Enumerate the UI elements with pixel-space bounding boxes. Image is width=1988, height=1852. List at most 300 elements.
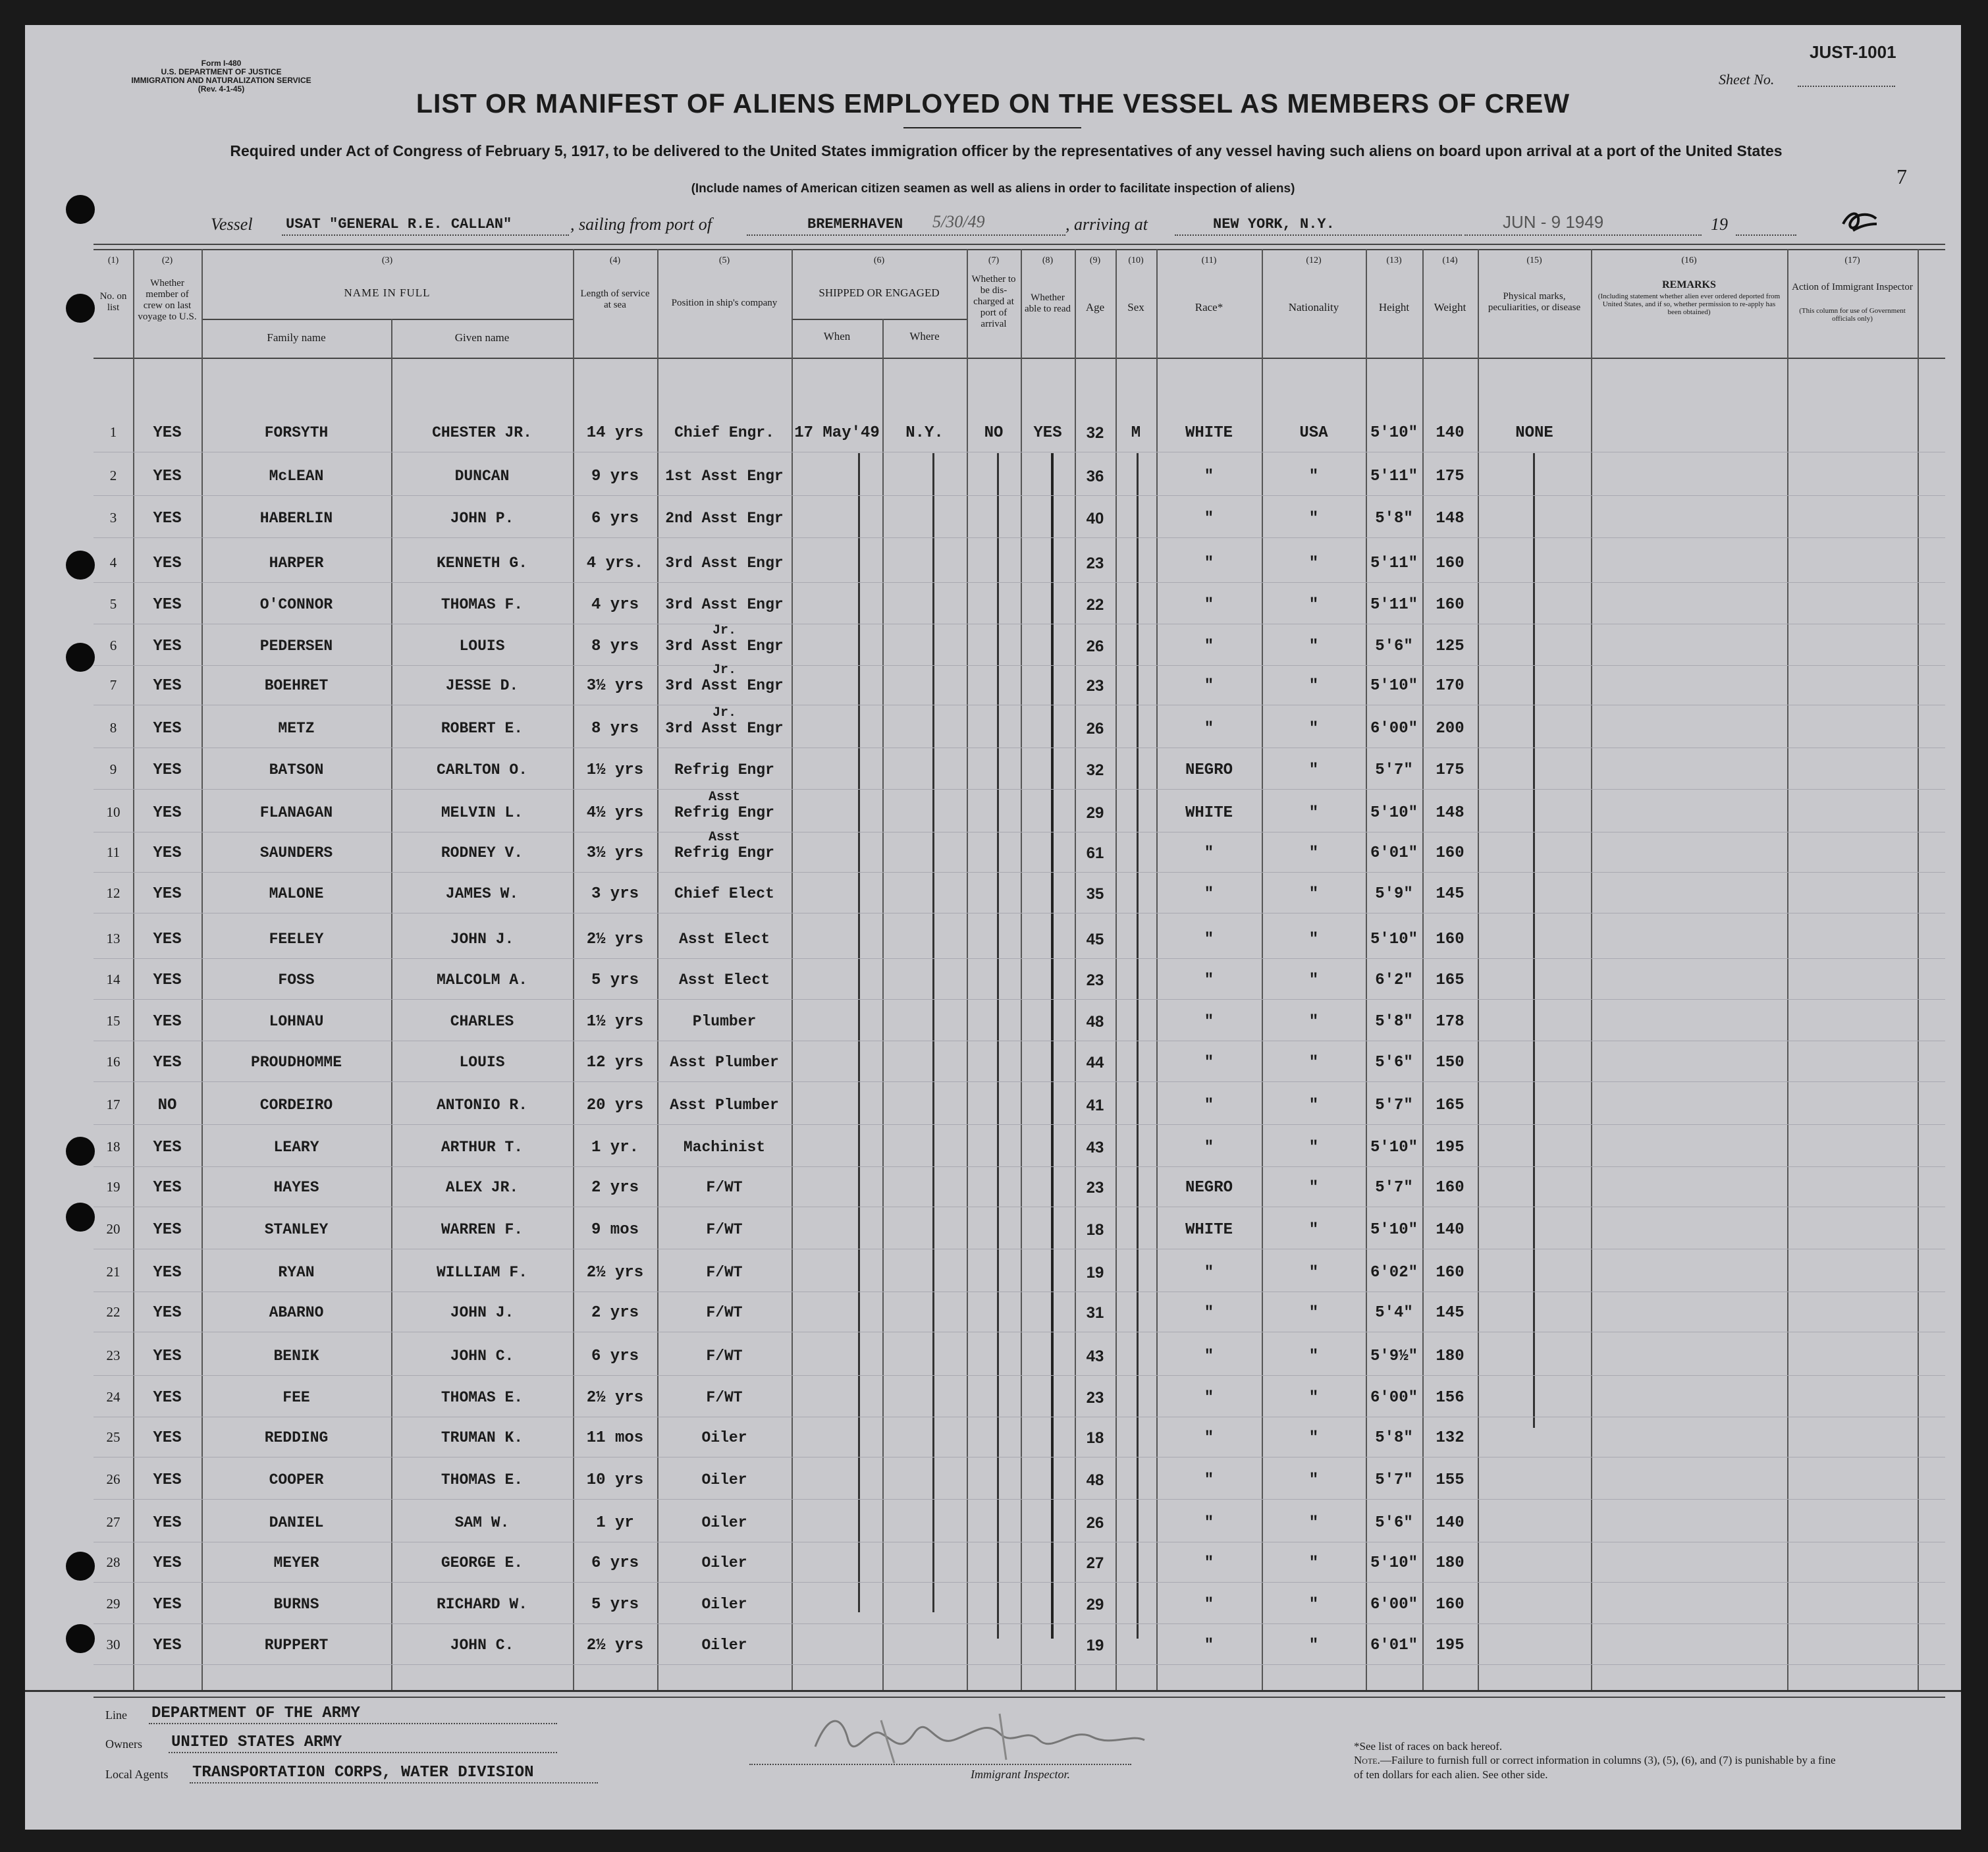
cell-family: BENIK (273, 1348, 319, 1365)
cell-family: LOHNAU (269, 1013, 324, 1030)
cell-member: YES (153, 1179, 182, 1197)
cell-member: YES (153, 1554, 182, 1572)
cell-service: 12 yrs (586, 1054, 644, 1072)
cell-position: Asst Elect (678, 931, 770, 948)
cell-service: 6 yrs (591, 1348, 639, 1365)
cell-given: GEORGE E. (441, 1554, 524, 1571)
page-title: LIST OR MANIFEST OF ALIENS EMPLOYED ON THE VESSEL AS MEMBERS OF CREW (416, 88, 1571, 119)
cell-no: 26 (106, 1471, 121, 1487)
cell-nationality: " (1308, 1429, 1319, 1447)
cell-race: " (1204, 468, 1214, 485)
cell-no: 15 (106, 1013, 121, 1029)
cell-no: 13 (106, 931, 121, 946)
agents-value: TRANSPORTATION CORPS, WATER DIVISION (192, 1764, 534, 1782)
cell-position-prefix: Jr. (712, 623, 736, 638)
cell-given: DUNCAN (454, 468, 510, 485)
cell-weight: 145 (1436, 1304, 1464, 1322)
row-rule (94, 999, 1945, 1000)
row-rule (94, 1375, 1945, 1376)
cell-position: 3rd Asst Engr (665, 720, 784, 737)
header-sex: Sex (1127, 301, 1144, 313)
cell-position: Oiler (701, 1554, 747, 1571)
cell-member: YES (153, 1139, 182, 1157)
header-family-name: Family name (267, 331, 326, 344)
cell-nationality: " (1308, 1013, 1319, 1031)
cell-age: 26 (1086, 1514, 1104, 1532)
header-able-to-read: Whether able to read (1025, 292, 1071, 314)
cell-weight: 148 (1436, 804, 1464, 822)
cell-race: " (1204, 844, 1214, 862)
sailing-line (747, 234, 1065, 236)
cell-position: Asst Elect (678, 971, 770, 989)
cell-member: YES (153, 677, 182, 695)
cell-family: BOEHRET (264, 677, 329, 694)
cell-race: WHITE (1185, 804, 1233, 822)
cell-given: ARTHUR T. (441, 1139, 524, 1156)
cell-race: " (1204, 1139, 1214, 1157)
cell-no: 18 (106, 1139, 121, 1155)
arriving-label: , arriving at (1065, 215, 1148, 234)
line-label: Line (105, 1708, 127, 1722)
col-num: (17) (1844, 256, 1860, 265)
ditto-line-sex (1137, 453, 1139, 1639)
cell-race: NEGRO (1185, 1179, 1233, 1197)
cell-age: 29 (1086, 1596, 1104, 1614)
cell-service: 2 yrs (591, 1304, 639, 1322)
row-rule (94, 789, 1945, 790)
cell-weight: 180 (1436, 1554, 1464, 1572)
col-num: (3) (381, 256, 393, 265)
cell-race: " (1204, 931, 1214, 948)
cell-member: YES (153, 720, 182, 738)
table-bottom-rule (25, 1690, 1961, 1692)
row-rule (94, 537, 1945, 538)
col-num: (14) (1442, 256, 1458, 265)
cell-service: 2 yrs (591, 1179, 639, 1197)
cell-family: FOSS (278, 971, 315, 989)
punch-hole (66, 643, 95, 672)
cell-no: 10 (106, 804, 121, 820)
cell-member: YES (153, 1471, 182, 1489)
cell-position: F/WT (706, 1179, 743, 1196)
col-num: (1) (107, 256, 119, 265)
cell-position: 1st Asst Engr (665, 468, 784, 485)
ditto-line-read (1051, 453, 1054, 1639)
cell-weight: 160 (1436, 1264, 1464, 1282)
cell-no: 29 (106, 1596, 121, 1612)
row-rule (94, 1582, 1945, 1583)
cell-no: 20 (106, 1221, 121, 1237)
ditto-line-when (858, 453, 860, 1612)
cell-member: YES (153, 1514, 182, 1532)
cell-race: " (1204, 677, 1214, 695)
cell-position: F/WT (706, 1389, 743, 1406)
cell-position: Oiler (701, 1429, 747, 1446)
col-divider (967, 249, 968, 1690)
cell-nationality: " (1308, 1637, 1319, 1654)
cell-position: Oiler (701, 1637, 747, 1654)
cell-position: Chief Engr. (674, 424, 774, 441)
cell-position: Asst Plumber (670, 1097, 779, 1114)
cell-given: JOHN P. (450, 510, 514, 527)
header-physical-marks: Physical marks, peculiarities, or disease (1488, 291, 1581, 313)
cell-no: 2 (109, 468, 117, 483)
header-position: Position in ship's company (671, 298, 778, 308)
cell-member: YES (153, 1304, 182, 1322)
cell-given: SAM W. (454, 1514, 510, 1531)
cell-no: 4 (109, 555, 117, 570)
cell-given: CHARLES (450, 1013, 514, 1030)
cell-height: 5'7" (1375, 1097, 1413, 1114)
owners-label: Owners (105, 1737, 142, 1751)
punch-hole (66, 1137, 95, 1166)
header-no-on-list: No. on list (99, 291, 127, 313)
cell-weight: 125 (1436, 638, 1464, 655)
cell-height: 5'11" (1370, 596, 1418, 614)
cell-given: RICHARD W. (436, 1596, 528, 1613)
row-rule (94, 665, 1945, 666)
cell-given: TRUMAN K. (441, 1429, 524, 1446)
cell-no: 21 (106, 1264, 121, 1280)
cell-nationality: " (1308, 931, 1319, 948)
cell-member: YES (153, 844, 182, 862)
cell-nationality: " (1308, 1221, 1319, 1239)
cell-service: 2½ yrs (586, 931, 644, 948)
header-nationality: Nationality (1288, 301, 1339, 313)
cell-nationality: " (1308, 555, 1319, 572)
col-num: (6) (873, 256, 885, 265)
cell-no: 25 (106, 1429, 121, 1445)
header-action-note: (This column for use of Government officials only) (1799, 307, 1906, 323)
cell-member: YES (153, 804, 182, 822)
col-divider (1918, 249, 1919, 1690)
cell-read: YES (1033, 424, 1062, 442)
cell-given: ANTONIO R. (436, 1097, 528, 1114)
cell-nationality: " (1308, 1304, 1319, 1322)
cell-where: N.Y. (905, 424, 944, 442)
cell-race: " (1204, 1554, 1214, 1572)
cell-weight: 170 (1436, 677, 1464, 695)
cell-family: BURNS (273, 1596, 319, 1613)
cell-position: Asst Plumber (670, 1054, 779, 1071)
cell-race: " (1204, 1304, 1214, 1322)
form-revision: (Rev. 4-1-45) (198, 84, 245, 94)
cell-family: HAYES (273, 1179, 319, 1196)
sailing-label: , sailing from port of (570, 215, 712, 234)
cell-age: 31 (1086, 1304, 1104, 1322)
cell-nationality: " (1308, 510, 1319, 528)
name-subheader-rule (201, 319, 573, 320)
cell-age: 26 (1086, 638, 1104, 655)
cell-age: 43 (1086, 1139, 1104, 1157)
col-num: (15) (1526, 256, 1542, 265)
row-rule (94, 872, 1945, 873)
col-divider (1021, 249, 1022, 1690)
cell-height: 5'7" (1375, 1179, 1413, 1197)
cell-race: WHITE (1185, 424, 1233, 442)
punch-hole (66, 195, 95, 224)
cell-given: JOHN C. (450, 1348, 514, 1365)
cell-given: WILLIAM F. (436, 1264, 528, 1281)
col-num: (4) (609, 256, 621, 265)
cell-age: 23 (1086, 1179, 1104, 1197)
cell-family: REDDING (264, 1429, 329, 1446)
cell-nationality: " (1308, 971, 1319, 989)
cell-member: YES (153, 931, 182, 948)
year-line (1736, 234, 1796, 236)
cell-member: YES (153, 1054, 182, 1072)
col-num: (12) (1306, 256, 1322, 265)
punch-hole (66, 1552, 95, 1581)
cell-height: 6'02" (1370, 1264, 1418, 1282)
ditto-line-marks (1533, 453, 1535, 1428)
col-num: (11) (1201, 256, 1217, 265)
vessel-label: Vessel (211, 215, 253, 234)
cell-position: Chief Elect (674, 885, 774, 902)
header-age: Age (1085, 301, 1105, 313)
punch-hole (66, 1203, 95, 1232)
cell-weight: 160 (1436, 596, 1464, 614)
cell-member: YES (153, 468, 182, 485)
cell-member: YES (153, 1429, 182, 1447)
cell-service: 3 yrs (591, 885, 639, 903)
cell-position: Refrig Engr (674, 761, 774, 778)
cell-age: 18 (1086, 1221, 1104, 1239)
cell-nationality: " (1308, 761, 1319, 779)
cell-nationality: " (1308, 1139, 1319, 1157)
cell-age: 45 (1086, 931, 1104, 948)
cell-position-prefix: Asst (708, 830, 740, 845)
cell-member: YES (153, 1013, 182, 1031)
cell-height: 5'7" (1375, 1471, 1413, 1489)
cell-service: 11 mos (586, 1429, 644, 1447)
stamp-number: JUST-1001 (1810, 42, 1896, 62)
cell-member: YES (153, 971, 182, 989)
cell-family: FEE (282, 1389, 310, 1406)
cell-weight: 175 (1436, 468, 1464, 485)
cell-race: " (1204, 971, 1214, 989)
cell-given: CHESTER JR. (432, 424, 532, 441)
col-divider (1591, 249, 1592, 1690)
cell-no: 28 (106, 1554, 121, 1570)
cell-family: RYAN (278, 1264, 315, 1281)
cell-height: 5'7" (1375, 761, 1413, 779)
cell-weight: 180 (1436, 1348, 1464, 1365)
cell-no: 23 (106, 1348, 121, 1363)
cell-race: " (1204, 1054, 1214, 1072)
form-department: U.S. DEPARTMENT OF JUSTICE (161, 67, 282, 76)
cell-family: CORDEIRO (259, 1097, 333, 1114)
cell-member: YES (153, 1348, 182, 1365)
cell-sex: M (1131, 424, 1141, 442)
header-remarks-note: (Including statement whether alien ever ordered deported from United States, and if so, whether permission to re-apply has been obtained) (1598, 292, 1781, 316)
cell-race: " (1204, 885, 1214, 903)
cell-weight: 148 (1436, 510, 1464, 528)
cell-given: RODNEY V. (441, 844, 524, 861)
cell-weight: 195 (1436, 1637, 1464, 1654)
cell-position-prefix: Jr. (712, 705, 736, 721)
arrival-date-line (1464, 234, 1702, 236)
line-value: DEPARTMENT OF THE ARMY (151, 1704, 360, 1722)
cell-member: YES (153, 638, 182, 655)
cell-weight: 155 (1436, 1471, 1464, 1489)
cell-given: THOMAS E. (441, 1471, 524, 1488)
page-mark: 7 (1896, 165, 1907, 188)
cell-given: MALCOLM A. (436, 971, 528, 989)
cell-height: 5'10" (1370, 804, 1418, 822)
cell-age: 32 (1086, 424, 1104, 442)
cell-weight: 145 (1436, 885, 1464, 903)
punch-hole (66, 551, 95, 580)
cell-nationality: " (1308, 1348, 1319, 1365)
cell-position: 2nd Asst Engr (665, 510, 784, 527)
cell-nationality: " (1308, 638, 1319, 655)
cell-nationality: " (1308, 1471, 1319, 1489)
cell-weight: 150 (1436, 1054, 1464, 1072)
cell-service: 3½ yrs (586, 844, 644, 862)
cell-service: 4 yrs. (586, 555, 644, 572)
cell-position: F/WT (706, 1348, 743, 1365)
cell-member: YES (153, 885, 182, 903)
cell-position-prefix: Asst (708, 790, 740, 805)
cell-given: LOUIS (459, 1054, 505, 1071)
cell-family: FORSYTH (264, 424, 329, 441)
cell-position: Refrig Engr (674, 844, 774, 861)
cell-service: 2½ yrs (586, 1637, 644, 1654)
cell-age: 19 (1086, 1264, 1104, 1282)
cell-weight: 140 (1436, 1514, 1464, 1532)
row-rule (94, 958, 1945, 959)
col-num: (7) (988, 256, 1000, 265)
cell-height: 5'10" (1370, 931, 1418, 948)
cell-no: 8 (109, 720, 117, 736)
cell-height: 5'4" (1375, 1304, 1413, 1322)
header-length-service: Length of service at sea (580, 288, 650, 310)
header-where: Where (909, 330, 940, 342)
cell-race: " (1204, 720, 1214, 738)
cell-nationality: " (1308, 1389, 1319, 1407)
cell-no: 27 (106, 1514, 121, 1530)
header-given-name: Given name (454, 331, 510, 344)
cell-service: 2½ yrs (586, 1264, 644, 1282)
cell-family: PROUDHOMME (250, 1054, 342, 1071)
sheet-label: Sheet No. (1719, 71, 1775, 88)
cell-member: NO (157, 1097, 177, 1114)
cell-position: F/WT (706, 1221, 743, 1238)
header-when: When (823, 330, 851, 342)
sheet-number-line (1798, 86, 1895, 87)
cell-race: " (1204, 1429, 1214, 1447)
col-num: (10) (1128, 256, 1144, 265)
cell-height: 5'9" (1375, 885, 1413, 903)
cell-service: 14 yrs (586, 424, 644, 442)
cell-member: YES (153, 424, 182, 442)
col-divider (1115, 249, 1117, 1690)
cell-position: Plumber (692, 1013, 757, 1030)
cell-race: " (1204, 555, 1214, 572)
cell-position: Refrig Engr (674, 804, 774, 821)
header-weight: Weight (1434, 301, 1466, 313)
cell-race: " (1204, 1596, 1214, 1614)
cell-given: JOHN J. (450, 1304, 514, 1321)
cell-no: 17 (106, 1097, 121, 1112)
cell-age: 48 (1086, 1471, 1104, 1489)
cell-age: 26 (1086, 720, 1104, 738)
agents-rule (190, 1782, 598, 1784)
cell-height: 5'10" (1370, 677, 1418, 695)
cell-race: " (1204, 1514, 1214, 1532)
cell-no: 3 (109, 510, 117, 526)
cell-age: 27 (1086, 1554, 1104, 1572)
row-rule (94, 495, 1945, 496)
cell-nationality: USA (1299, 424, 1328, 442)
cell-service: 2½ yrs (586, 1389, 644, 1407)
cell-age: 19 (1086, 1637, 1104, 1654)
cell-service: 9 mos (591, 1221, 639, 1239)
header-name-in-full: NAME IN FULL (344, 286, 431, 299)
cell-age: 61 (1086, 844, 1104, 862)
cell-weight: 160 (1436, 1596, 1464, 1614)
cell-nationality: " (1308, 468, 1319, 485)
cell-age: 36 (1086, 468, 1104, 485)
cell-age: 29 (1086, 804, 1104, 822)
vessel-name: USAT "GENERAL R.E. CALLAN" (286, 216, 512, 232)
cell-family: RUPPERT (264, 1637, 329, 1654)
cell-nationality: " (1308, 844, 1319, 862)
cell-nationality: " (1308, 1097, 1319, 1114)
row-rule (94, 582, 1945, 583)
cell-service: 8 yrs (591, 638, 639, 655)
agents-label: Local Agents (105, 1768, 169, 1781)
cell-member: YES (153, 555, 182, 572)
cell-race: " (1204, 1013, 1214, 1031)
cell-position: Oiler (701, 1596, 747, 1613)
cell-age: 23 (1086, 677, 1104, 695)
cell-family: COOPER (269, 1471, 324, 1488)
cell-height: 6'00" (1370, 1389, 1418, 1407)
header-bottom-rule (94, 358, 1945, 359)
cell-weight: 156 (1436, 1389, 1464, 1407)
cell-race: " (1204, 1637, 1214, 1654)
cell-age: 48 (1086, 1013, 1104, 1031)
fine-note (1354, 1753, 1841, 1782)
cell-family: MEYER (273, 1554, 319, 1571)
inspector-label: Immigrant Inspector. (971, 1768, 1070, 1781)
cell-race: " (1204, 638, 1214, 655)
owners-value: UNITED STATES ARMY (171, 1733, 342, 1751)
cell-member: YES (153, 1637, 182, 1654)
cell-height: 5'8" (1375, 1013, 1413, 1031)
cell-weight: 178 (1436, 1013, 1464, 1031)
cell-height: 5'6" (1375, 638, 1413, 655)
shipped-subheader-rule (792, 319, 967, 320)
cell-age: 23 (1086, 971, 1104, 989)
cell-service: 20 yrs (586, 1097, 644, 1114)
cell-weight: 195 (1436, 1139, 1464, 1157)
cell-weight: 175 (1436, 761, 1464, 779)
cell-service: 4½ yrs (586, 804, 644, 822)
header-height: Height (1378, 301, 1410, 313)
cell-given: LOUIS (459, 638, 505, 655)
cell-given: ROBERT E. (441, 720, 524, 737)
cell-height: 6'00" (1370, 1596, 1418, 1614)
cell-family: HARPER (269, 555, 324, 572)
form-number: Form I-480 (201, 59, 242, 68)
cell-given: CARLTON O. (436, 761, 528, 778)
cell-nationality: " (1308, 720, 1319, 738)
row-rule (94, 1081, 1945, 1082)
cell-height: 6'01" (1370, 844, 1418, 862)
